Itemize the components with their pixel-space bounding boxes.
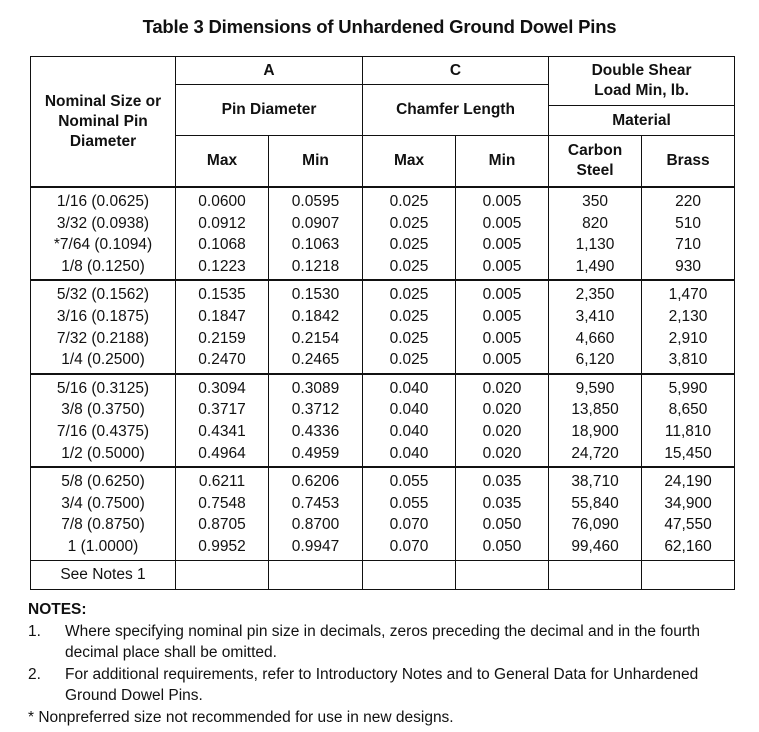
cell-value: 0.050 [482,537,522,555]
cell-value: 1/4 (0.2500) [61,351,145,369]
cell-value: 7/32 (0.2188) [56,329,150,347]
see-notes-row [31,560,735,589]
empty-cell [176,560,269,589]
cell-value: 0.055 [389,494,429,512]
cell-value: 0.1223 [198,257,246,275]
cell-value: 0.4341 [198,422,246,440]
cell-value: 0.3094 [198,379,246,397]
pin-diameter-max-cell [176,187,269,280]
cell-value: 5/32 (0.1562) [56,286,150,304]
cell-value: 3,810 [668,351,708,369]
notes-heading: NOTES: [28,601,87,618]
cell-value: 0.070 [389,516,429,534]
cell-value: 3,410 [575,307,615,325]
header-c: C [363,57,549,85]
cell-value: 0.005 [482,193,522,210]
header-a-max: Max [176,136,269,188]
cell-value: 930 [675,257,701,275]
cell-value: 1/2 (0.5000) [61,444,145,462]
cell-value: 0.6211 [198,473,246,491]
cell-value: 3/32 (0.0938) [56,214,150,232]
cell-value: 47,550 [664,516,712,534]
cell-value: 0.2465 [291,351,340,369]
cell-value: 0.1535 [198,286,246,304]
size-group-row [31,374,735,467]
carbon-steel-load-cell [549,374,642,467]
cell-value: 4,660 [575,329,615,347]
cell-value: 0.1530 [291,286,340,304]
cell-value: 0.8705 [198,516,246,534]
cell-value: 510 [675,214,701,232]
cell-value: 3/4 (0.7500) [61,494,145,512]
cell-value: 0.020 [482,379,522,397]
cell-value: 6,120 [575,351,615,369]
carbon-steel-load-cell [549,280,642,373]
header-chamfer-length: Chamfer Length [363,85,549,136]
brass-load-cell [642,374,735,467]
cell-value: 62,160 [664,537,712,555]
cell-value: 0.8700 [291,516,340,534]
cell-value: 0.4336 [291,422,340,440]
empty-cell [642,560,735,589]
brass-load-cell [642,280,735,373]
empty-cell [269,560,363,589]
cell-value: 0.3712 [291,401,340,419]
chamfer-max-cell [363,467,456,560]
size-group-row [31,187,735,280]
nominal-size-cell [31,280,176,373]
cell-value: 0.005 [482,307,522,325]
pin-diameter-min-cell [269,467,363,560]
cell-value: 0.050 [482,516,522,534]
header-brass: Brass [642,136,735,188]
cell-value: 34,900 [664,494,712,512]
note-item [28,664,738,707]
cell-value: 0.2154 [291,329,340,347]
cell-value: 0.1063 [291,236,340,254]
cell-value: 0.025 [389,351,429,369]
table-title: Table 3 Dimensions of Unhardened Ground Dowel Pins [142,16,617,37]
cell-value: 2,130 [668,307,708,325]
cell-value: 0.1068 [198,236,246,254]
empty-cell [456,560,549,589]
cell-value: 3/16 (0.1875) [56,307,150,325]
header-c-min: Min [456,136,549,188]
pin-diameter-min-cell [269,374,363,467]
cell-value: 2,350 [575,286,615,304]
cell-value: 15,450 [664,444,712,462]
cell-value: 0.1847 [198,307,246,325]
brass-load-cell [642,187,735,280]
chamfer-min-cell [456,374,549,467]
cell-value: 0.005 [482,286,522,304]
cell-value: 55,840 [571,494,619,512]
cell-value: 0.070 [389,537,429,555]
cell-value: 220 [675,193,701,210]
note-text: For additional requirements, refer to Introductory Notes and to General Data for Unhardened Ground Dowel Pins. [65,665,699,705]
cell-value: 0.9952 [198,537,246,555]
cell-value: 5,990 [668,379,708,397]
cell-value: 8,650 [668,401,708,419]
cell-value: 350 [582,193,608,210]
cell-value: 99,460 [571,537,619,555]
header-double-shear-load: Double Shear Load Min, lb. [549,57,735,106]
nominal-size-cell [31,187,176,280]
cell-value: 5/8 (0.6250) [61,473,145,491]
cell-value: 0.3717 [198,401,246,419]
chamfer-max-cell [363,280,456,373]
cell-value: 0.1218 [291,257,340,275]
cell-value: 0.025 [389,257,429,275]
cell-value: 0.4964 [198,444,246,462]
cell-value: 0.035 [482,494,522,512]
cell-value: 0.040 [389,444,429,462]
cell-value: 0.0600 [198,193,246,210]
carbon-steel-load-cell [549,467,642,560]
cell-value: 24,190 [664,473,712,491]
cell-value: 0.025 [389,236,429,254]
cell-value: 0.025 [389,329,429,347]
cell-value: 0.7548 [198,494,246,512]
dowel-pin-dimensions-table [30,56,735,590]
cell-value: 0.055 [389,473,429,491]
size-group-row [31,280,735,373]
pin-diameter-min-cell [269,280,363,373]
empty-cell [363,560,456,589]
cell-value: 0.005 [482,214,522,232]
cell-value: 0.035 [482,473,522,491]
cell-value: 9,590 [575,379,615,397]
cell-value: 0.2159 [198,329,246,347]
chamfer-min-cell [456,467,549,560]
cell-value: 7/8 (0.8750) [61,516,145,534]
chamfer-min-cell [456,187,549,280]
cell-value: 5/16 (0.3125) [56,379,150,397]
cell-value: 1 (1.0000) [67,537,139,555]
chamfer-max-cell [363,187,456,280]
header-pin-diameter: Pin Diameter [176,85,363,136]
cell-value: 0.020 [482,401,522,419]
pin-diameter-max-cell [176,280,269,373]
cell-value: 1,130 [575,236,615,254]
asterisk-note: * Nonpreferred size not recommended for use in new designs. [28,708,454,726]
notes-section [28,599,738,729]
header-a: A [176,57,363,85]
cell-value: 0.005 [482,351,522,369]
cell-value: 0.1842 [291,307,340,325]
note-number: 2. [28,665,41,683]
cell-value: 0.040 [389,379,429,397]
cell-value: 0.040 [389,422,429,440]
header-a-min: Min [269,136,363,188]
header-material: Material [549,106,735,136]
chamfer-max-cell [363,374,456,467]
brass-load-cell [642,467,735,560]
cell-value: 820 [582,214,608,232]
cell-value: 0.005 [482,257,522,275]
note-item [28,621,738,664]
see-notes-cell: See Notes 1 [31,560,176,589]
note-number: 1. [28,622,41,640]
cell-value: 1,490 [575,257,615,275]
cell-value: 0.020 [482,444,522,462]
cell-value: 1,470 [668,286,708,304]
cell-value: 1/16 (0.0625) [56,193,150,210]
cell-value: 0.025 [389,307,429,325]
size-group-row [31,467,735,560]
cell-value: 11,810 [664,422,712,440]
cell-value: 0.0912 [198,214,246,232]
cell-value: 0.005 [482,329,522,347]
cell-value: 0.2470 [198,351,246,369]
cell-value: 3/8 (0.3750) [61,401,145,419]
header-nominal-size: Nominal Size or Nominal Pin Diameter [31,57,176,188]
cell-value: 2,910 [668,329,708,347]
cell-value: 0.005 [482,236,522,254]
cell-value: 0.9947 [291,537,340,555]
nominal-size-cell [31,467,176,560]
note-text: Where specifying nominal pin size in decimals, zeros preceding the decimal and in the fourth decimal place shall be omitted. [65,622,700,662]
cell-value: 13,850 [571,401,619,419]
cell-value: 0.6206 [291,473,340,491]
header-c-max: Max [363,136,456,188]
pin-diameter-max-cell [176,467,269,560]
cell-value: 76,090 [571,516,619,534]
cell-value: 1/8 (0.1250) [61,257,145,275]
chamfer-min-cell [456,280,549,373]
empty-cell [549,560,642,589]
cell-value: 0.0595 [291,193,340,210]
cell-value: 38,710 [571,473,619,491]
pin-diameter-max-cell [176,374,269,467]
cell-value: 0.4959 [291,444,340,462]
cell-value: 24,720 [571,444,619,462]
cell-value: *7/64 (0.1094) [53,236,153,254]
cell-value: 0.7453 [291,494,340,512]
cell-value: 0.025 [389,214,429,232]
cell-value: 0.020 [482,422,522,440]
cell-value: 0.3089 [291,379,340,397]
header-carbon-steel: Carbon Steel [549,136,642,188]
cell-value: 0.025 [389,193,429,210]
nominal-size-cell [31,374,176,467]
cell-value: 0.025 [389,286,429,304]
pin-diameter-min-cell [269,187,363,280]
cell-value: 710 [675,236,701,254]
cell-value: 0.040 [389,401,429,419]
cell-value: 7/16 (0.4375) [56,422,150,440]
cell-value: 0.0907 [291,214,340,232]
cell-value: 18,900 [571,422,619,440]
carbon-steel-load-cell [549,187,642,280]
